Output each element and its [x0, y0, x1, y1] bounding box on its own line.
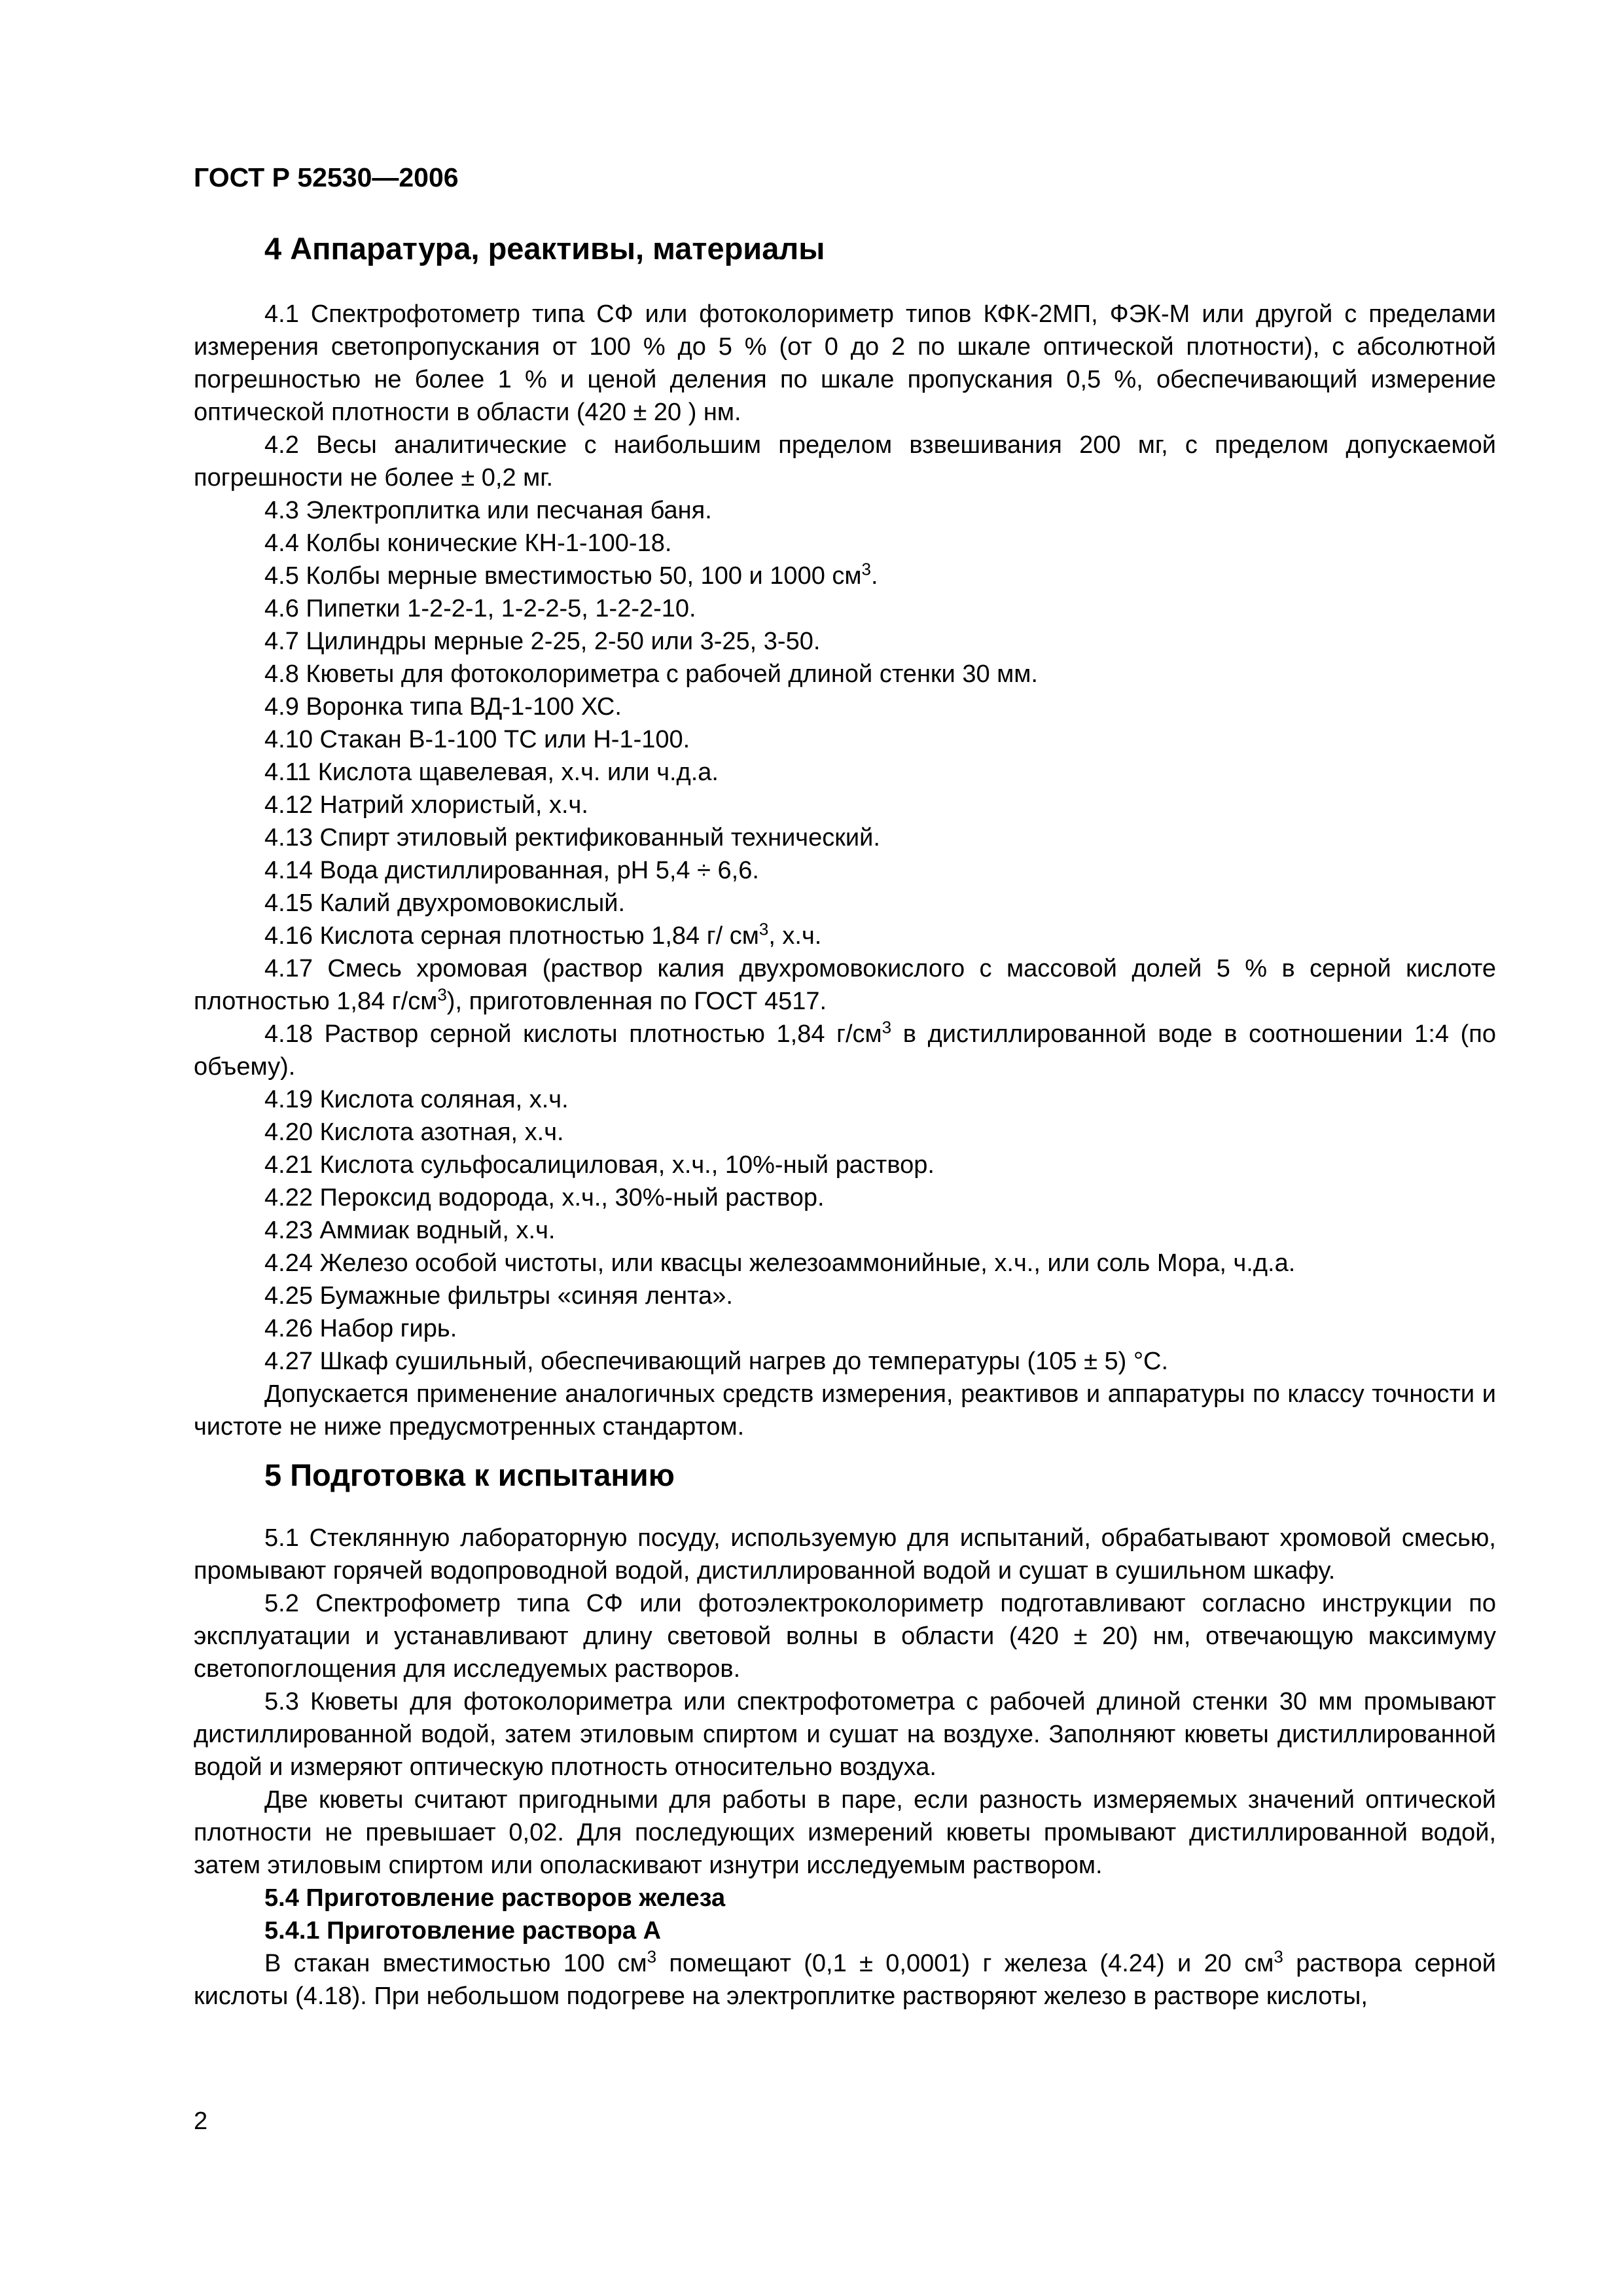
- list-item-4-16-text: 4.16 Кислота серная плотностью 1,84 г/ см: [264, 922, 759, 950]
- document-header: ГОСТ Р 52530—2006: [194, 162, 459, 192]
- section-4-body: [194, 298, 1496, 1443]
- superscript: 3: [861, 559, 871, 579]
- list-item-4-21: 4.21 Кислота сульфосалициловая, х.ч., 10%-ный раствор.: [264, 1151, 935, 1179]
- superscript: 3: [1274, 1946, 1283, 1967]
- list-item-4-15: 4.15 Калий двухромовокислый.: [264, 889, 626, 917]
- list-item-4-6: 4.6 Пипетки 1-2-2-1, 1-2-2-5, 1-2-2-10.: [264, 595, 696, 622]
- paragraph-5-3-continued: Две кюветы считают пригодными для работы в паре, если разность измеряемых значений оптической плотности не превышает 0,02. Для последующих измерений кюветы промывают дистиллированной водой, затем этиловым спиртом или ополаскивают изнутри исследуемым раствором.: [194, 1786, 1496, 1879]
- section-5-title: 5 Подготовка к испытанию: [264, 1458, 675, 1492]
- paragraph-4-17: [194, 952, 1496, 1018]
- paragraph-5-2: 5.2 Спектрофометр типа СФ или фотоэлектроколориметр подготавливают согласно инструкции по эксплуатации и устанавливают длину световой волны в области (420 ± 20) нм, отвечающую максимуму светопоглощения для исследуемых растворов.: [194, 1590, 1496, 1683]
- paragraph-5-4-1: [194, 1947, 1496, 2013]
- paragraph-4-1: 4.1 Спектрофотометр типа СФ или фотоколориметр типов КФК-2МП, ФЭК-М или другой с пределами измерения светопропускания от 100 % до 5 % (от 0 до 2 по шкале оптической плотности), с абсолютной погрешностью не более 1 % и ценой деления по шкале пропускания 0,5 %, обеспечивающий измерение оптической плотности в области (420 ± 20 ) нм.: [194, 300, 1496, 426]
- paragraph-5-4-1-text-b: помещают (0,1 ± 0,0001) г железа (4.24) и 20 см: [656, 1950, 1274, 1977]
- list-item-4-23: 4.23 Аммиак водный, х.ч.: [264, 1217, 556, 1244]
- subsection-5-4-title: 5.4 Приготовление растворов железа: [264, 1884, 726, 1912]
- superscript: 3: [882, 1017, 892, 1037]
- superscript: 3: [647, 1946, 657, 1967]
- list-item-4-5: [194, 560, 1496, 592]
- list-item-4-8: 4.8 Кюветы для фотоколориметра с рабочей длиной стенки 30 мм.: [264, 660, 1038, 688]
- list-item-4-10: 4.10 Стакан В-1-100 ТС или Н-1-100.: [264, 726, 690, 753]
- list-item-4-20: 4.20 Кислота азотная, х.ч.: [264, 1119, 564, 1146]
- list-item-4-5-text: 4.5 Колбы мерные вместимостью 50, 100 и 1000 см: [264, 562, 862, 590]
- list-item-4-19: 4.19 Кислота соляная, х.ч.: [264, 1086, 569, 1113]
- section-5-body: [194, 1522, 1496, 2013]
- list-item-4-26: 4.26 Набор гирь.: [264, 1315, 457, 1342]
- list-item-4-4: 4.4 Колбы конические КН-1-100-18.: [264, 529, 672, 557]
- paragraph-4-2: 4.2 Весы аналитические с наибольшим пределом взвешивания 200 мг, с пределом допускаемой погрешности не более ± 0,2 мг.: [194, 431, 1496, 492]
- list-item-4-16-end: , х.ч.: [768, 922, 822, 950]
- paragraph-5-4-1-text-a: В стакан вместимостью 100 см: [264, 1950, 647, 1977]
- paragraph-4-18-text: 4.18 Раствор серной кислоты плотностью 1,84 г/см: [264, 1020, 882, 1048]
- page-number: 2: [194, 2108, 208, 2135]
- list-item-4-9: 4.9 Воронка типа ВД-1-100 ХС.: [264, 693, 622, 721]
- list-item-4-27: 4.27 Шкаф сушильный, обеспечивающий нагрев до температуры (105 ± 5) °С.: [264, 1348, 1169, 1375]
- list-item-4-11: 4.11 Кислота щавелевая, х.ч. или ч.д.а.: [264, 759, 719, 786]
- paragraph-4-17-text: 4.17 Смесь хромовая (раствор калия двухромовокислого с массовой долей 5 % в серной кислоте плотностью 1,84 г/см: [194, 955, 1496, 1015]
- paragraph-5-3: 5.3 Кюветы для фотоколориметра или спектрофотометра с рабочей длиной стенки 30 мм промывают дистиллированной водой, затем этиловым спиртом и сушат на воздухе. Заполняют кюветы дистиллированной водой и измеряют оптическую плотность относительно воздуха.: [194, 1688, 1496, 1781]
- paragraph-4-17-end: ), приготовленная по ГОСТ 4517.: [446, 988, 827, 1015]
- paragraph-4-18-end: в дистиллированной воде в соотношении 1:4 (по объему).: [194, 1020, 1496, 1081]
- list-item-4-7: 4.7 Цилиндры мерные 2-25, 2-50 или 3-25, 3-50.: [264, 628, 821, 655]
- list-item-4-13: 4.13 Спирт этиловый ректификованный технический.: [264, 824, 880, 852]
- subsection-5-4-1-title: 5.4.1 Приготовление раствора А: [264, 1917, 662, 1945]
- paragraph-5-1: 5.1 Стеклянную лабораторную посуду, используемую для испытаний, обрабатывают хромовой смесью, промывают горячей водопроводной водой, дистиллированной водой и сушат в сушильном шкафу.: [194, 1524, 1496, 1585]
- list-item-4-24: 4.24 Железо особой чистоты, или квасцы железоаммонийные, х.ч., или соль Мора, ч.д.а.: [264, 1249, 1296, 1277]
- list-item-4-5-end: .: [871, 562, 878, 590]
- list-item-4-3: 4.3 Электроплитка или песчаная баня.: [264, 497, 712, 524]
- paragraph-5-4-1-text-c: раствора серной кислоты (4.18). При небольшом подогреве на электроплитке растворяют железо в растворе кислоты,: [194, 1950, 1497, 2010]
- section-4-title: 4 Аппаратура, реактивы, материалы: [264, 231, 825, 266]
- list-item-4-22: 4.22 Пероксид водорода, х.ч., 30%-ный раствор.: [264, 1184, 825, 1211]
- superscript: 3: [437, 984, 447, 1005]
- superscript: 3: [758, 919, 769, 939]
- paragraph-note: Допускается применение аналогичных средств измерения, реактивов и аппаратуры по классу точности и чистоте не ниже предусмотренных стандартом.: [194, 1380, 1496, 1441]
- paragraph-4-18: [194, 1018, 1496, 1083]
- list-item-4-12: 4.12 Натрий хлористый, х.ч.: [264, 791, 588, 819]
- list-item-4-14: 4.14 Вода дистиллированная, рН 5,4 ÷ 6,6.: [264, 857, 759, 884]
- list-item-4-25: 4.25 Бумажные фильтры «синяя лента».: [264, 1282, 733, 1310]
- list-item-4-16: [194, 920, 1496, 952]
